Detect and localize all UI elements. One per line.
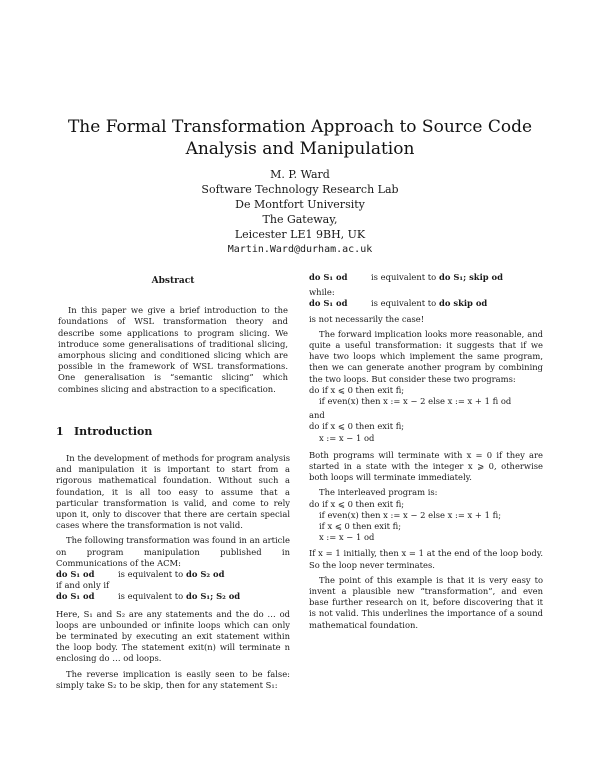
equivalence-rhs: do skip od [439, 298, 488, 309]
paragraph-interleaved: The interleaved program is: [319, 487, 438, 498]
code-line: do if x ⩽ 0 then exit fi; [309, 498, 405, 509]
author-affiliation-2: De Montfort University [235, 198, 365, 211]
author-affiliation-4: Leicester LE1 9BH, UK [234, 228, 366, 241]
equivalence-lhs: do S₁ od [309, 272, 348, 282]
code-line: if even(x) then x := x − 2 else x := x + 1 fi; [319, 509, 502, 520]
intro-paragraph-3: Here, S₁ and S₂ are any statements and the do … od loops are unbounded or infinite loops which can only be terminated by executing an exit statement within the loop body. The statement exit(n) will terminate n enclosing do … od loops. [56, 608, 290, 664]
code-line: if even(x) then x := x − 2 else x := x + 1 fi od [319, 396, 512, 407]
equivalence-4 [309, 298, 543, 309]
code-line: if x ⩽ 0 then exit fi; [319, 521, 402, 532]
paragraph-forward: The forward implication looks more reasonable, and quite a useful transformation: it suggests that if we have two loops which implement the same program, then we can generate another program by combining the two loops. But consider these two programs: [309, 328, 543, 384]
code-line: do if x ⩽ 0 then exit fi; [309, 421, 405, 432]
intro-paragraph-1: In the development of methods for program analysis and manipulation it is important to start from a rigorous mathematical foundation. Without such a foundation, it is all too easy to assume that a particular transformation is valid, and come to rely upon it, only to discover that there are certain special cases where the transformation is not valid. [56, 453, 290, 531]
not-case-text: is not necessarily the case! [309, 313, 425, 324]
equivalence-rhs: do S₁; S₂ od [186, 591, 241, 602]
program-3 [309, 499, 543, 544]
abstract-text: In this paper we give a brief introduction to the foundations of WSL transformation theory and describe some applications to program slicing. We introduce some generalisations of traditional slicing, amorphous slicing and conditioned slicing which are possible in the framework of WSL transformations. One generalisation is “semantic slicing” which combines slicing and abstraction to a specification. [58, 305, 288, 394]
paragraph-terminate: Both programs will terminate with x = 0 if they are started in a state with the integer x ⩾ 0, otherwise both loops will terminate immediately. [309, 449, 543, 483]
author-affiliation-3: The Gateway, [262, 213, 338, 226]
paragraph-initially: If x = 1 initially, then x = 1 at the end of the loop body. So the loop never terminates. [309, 548, 543, 570]
author-affiliation-1: Software Technology Research Lab [201, 183, 399, 196]
code-line: x := x − 1 od [319, 432, 375, 443]
equivalence-mid: is equivalent to [118, 591, 184, 602]
equivalence-lhs: do S₁ od [56, 591, 95, 602]
paragraph-point: The point of this example is that it is very easy to invent a plausible new “transformation”, and even base further research on it, before discovering that it is not valid. This underlines the importance of a sound mathematical foundation. [309, 574, 543, 630]
author-name: M. P. Ward [270, 168, 330, 181]
equivalence-3 [309, 272, 543, 283]
abstract-heading: Abstract [151, 276, 195, 286]
equivalence-mid: is equivalent to [118, 569, 184, 580]
left-column [56, 272, 290, 695]
equivalence-rhs: do S₁; skip od [439, 272, 503, 282]
iff-text: if and only if [56, 580, 110, 591]
while-text: while: [309, 287, 335, 298]
equivalence-2 [56, 591, 290, 602]
program-1 [309, 385, 543, 407]
section-heading [56, 426, 290, 437]
author-block [100, 167, 500, 257]
program-2 [309, 421, 543, 443]
right-column [309, 272, 543, 635]
intro-paragraph-2: The following transformation was found in an article on program manipulation published in Communications of the ACM: [56, 535, 290, 568]
equivalence-rhs: do S₂ od [186, 569, 225, 580]
paper-title: The Formal Transformation Approach to Source Code Analysis and Manipulation [67, 117, 533, 159]
section-number: 1 [56, 424, 64, 438]
intro-paragraph-4: The reverse implication is easily seen to be false: simply take S₂ to be skip, then for any statement S₁: [56, 668, 290, 690]
code-line: do if x ⩽ 0 then exit fi; [309, 384, 405, 395]
equivalence-1 [56, 569, 290, 580]
and-text: and [309, 410, 325, 421]
code-line: x := x − 1 od [319, 532, 375, 543]
equivalence-lhs: do S₁ od [56, 569, 95, 580]
equivalence-mid: is equivalent to [371, 298, 437, 309]
section-title: Introduction [74, 424, 153, 438]
author-email[interactable]: Martin.Ward@durham.ac.uk [227, 244, 373, 255]
equivalence-mid: is equivalent to [371, 272, 437, 282]
equivalence-lhs: do S₁ od [309, 298, 348, 309]
